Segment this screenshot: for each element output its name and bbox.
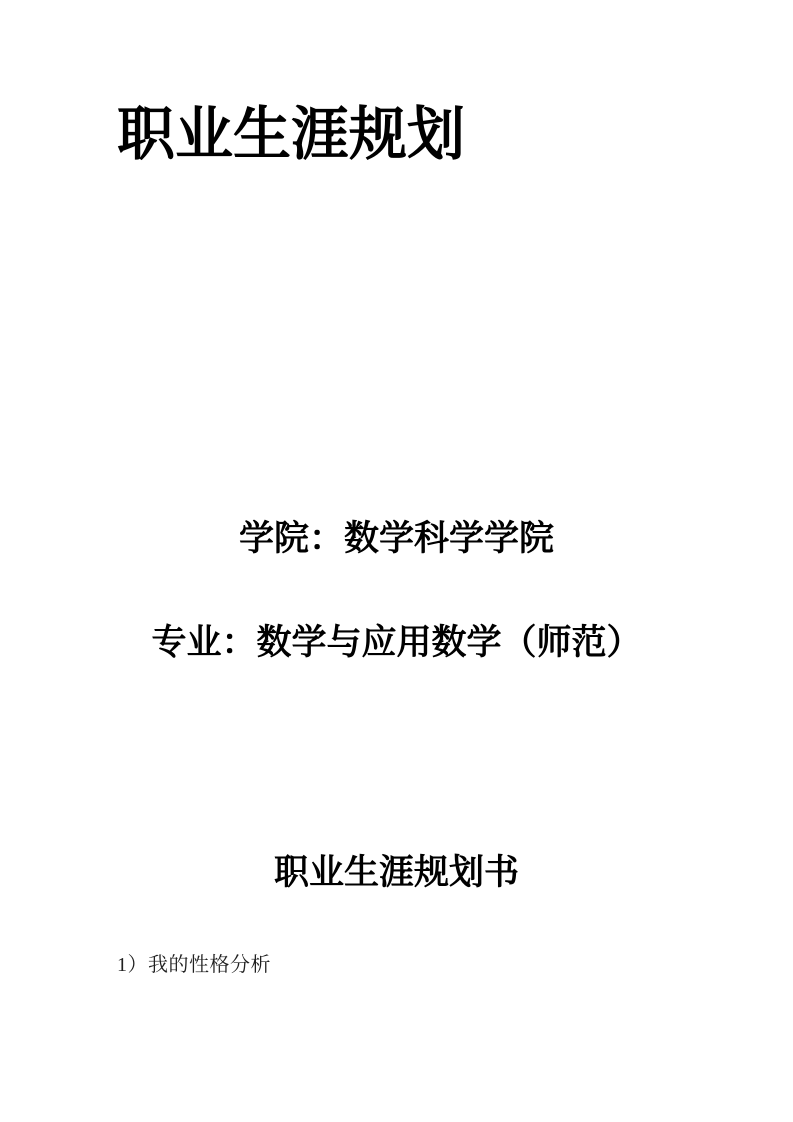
section-item-personality-analysis: 1）我的性格分析 bbox=[117, 954, 271, 976]
document-title: 职业生涯规划 bbox=[117, 102, 466, 167]
major-line: 专业：数学与应用数学（师范） bbox=[151, 623, 642, 662]
college-line: 学院：数学科学学院 bbox=[238, 519, 554, 558]
document-subtitle: 职业生涯规划书 bbox=[273, 853, 519, 892]
